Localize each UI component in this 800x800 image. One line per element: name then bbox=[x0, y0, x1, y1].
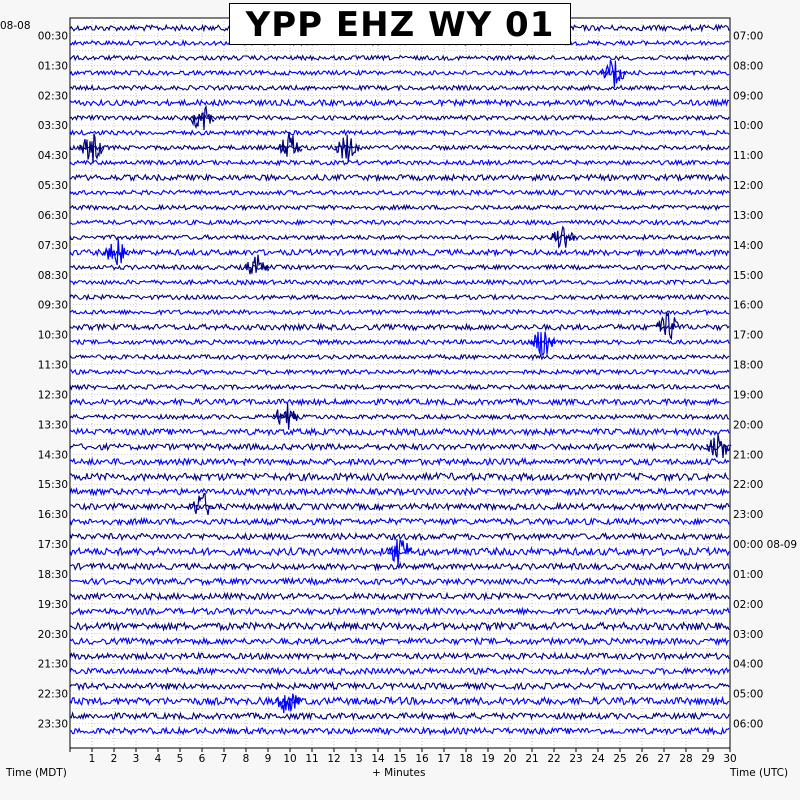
right-time-label: 10:00 bbox=[733, 120, 764, 133]
right-time-label: 20:00 bbox=[733, 419, 764, 432]
left-time-label: 01:30 bbox=[37, 60, 68, 73]
plot-area bbox=[70, 18, 730, 748]
right-time-label: 16:00 bbox=[733, 299, 764, 312]
left-time-label: 13:30 bbox=[37, 419, 68, 432]
x-tick-label: 14 bbox=[371, 753, 385, 765]
right-time-label: 14:00 bbox=[733, 239, 764, 252]
x-tick-label: 4 bbox=[154, 753, 162, 765]
x-tick-label: 5 bbox=[176, 753, 184, 765]
left-time-label: 14:30 bbox=[37, 449, 68, 462]
left-axis-label: Time (MDT) bbox=[6, 767, 67, 779]
right-time-label: 03:00 bbox=[733, 628, 764, 641]
left-time-label: 12:30 bbox=[37, 389, 68, 402]
x-tick-label: 28 bbox=[679, 753, 693, 765]
right-axis-label: Time (UTC) bbox=[730, 767, 789, 779]
right-time-label: 07:00 bbox=[733, 30, 764, 43]
left-time-label: 18:30 bbox=[37, 568, 68, 581]
right-time-label: 11:00 bbox=[733, 150, 764, 163]
x-tick-label: 6 bbox=[198, 753, 206, 765]
left-time-label: 03:30 bbox=[37, 120, 68, 133]
x-tick-label: 12 bbox=[327, 753, 341, 765]
x-tick-label: 15 bbox=[393, 753, 407, 765]
x-tick-label: 13 bbox=[349, 753, 363, 765]
right-time-label: 18:00 bbox=[733, 359, 764, 372]
right-time-label: 17:00 bbox=[733, 329, 764, 342]
x-tick-label: 22 bbox=[547, 753, 561, 765]
x-tick-label: 10 bbox=[283, 753, 297, 765]
left-time-label: 22:30 bbox=[37, 688, 68, 701]
x-tick-label: 16 bbox=[415, 753, 429, 765]
x-tick-label: 11 bbox=[305, 753, 319, 765]
x-tick-label: 19 bbox=[481, 753, 495, 765]
date-label-left: 08-08 bbox=[0, 20, 31, 32]
x-tick-label: 1 bbox=[88, 753, 96, 765]
left-time-axis bbox=[38, 30, 68, 730]
right-time-axis bbox=[733, 30, 797, 730]
x-tick-label: 24 bbox=[591, 753, 605, 765]
left-time-label: 02:30 bbox=[37, 90, 68, 103]
left-time-label: 21:30 bbox=[37, 658, 68, 671]
x-tick-label: 2 bbox=[110, 753, 118, 765]
left-time-label: 15:30 bbox=[37, 479, 68, 492]
x-tick-label: 18 bbox=[459, 753, 473, 765]
x-tick-label: 21 bbox=[525, 753, 539, 765]
right-time-label: 04:00 bbox=[733, 658, 764, 671]
x-axis-label: + Minutes bbox=[372, 767, 426, 779]
chart-title: YPP EHZ WY 01 bbox=[229, 3, 571, 45]
right-time-label: 00:00 08-09 bbox=[733, 539, 798, 552]
right-time-label: 12:00 bbox=[733, 180, 764, 193]
x-tick-label: 23 bbox=[569, 753, 583, 765]
x-tick-label: 17 bbox=[437, 753, 451, 765]
left-time-label: 04:30 bbox=[37, 150, 68, 163]
left-time-label: 09:30 bbox=[37, 299, 68, 312]
x-tick-label: 20 bbox=[503, 753, 517, 765]
left-time-label: 20:30 bbox=[37, 628, 68, 641]
right-time-label: 01:00 bbox=[733, 568, 764, 581]
x-tick-label: 30 bbox=[723, 753, 737, 765]
x-tick-label: 7 bbox=[220, 753, 228, 765]
right-time-label: 06:00 bbox=[733, 718, 764, 731]
right-time-label: 02:00 bbox=[733, 598, 764, 611]
x-axis bbox=[70, 748, 737, 765]
x-tick-label: 8 bbox=[242, 753, 250, 765]
right-time-label: 19:00 bbox=[733, 389, 764, 402]
x-tick-label: 25 bbox=[613, 753, 627, 765]
left-time-label: 07:30 bbox=[37, 239, 68, 252]
right-time-label: 05:00 bbox=[733, 688, 764, 701]
x-tick-label: 26 bbox=[635, 753, 649, 765]
right-time-label: 09:00 bbox=[733, 90, 764, 103]
right-time-label: 15:00 bbox=[733, 269, 764, 282]
left-time-label: 17:30 bbox=[37, 539, 68, 552]
left-time-label: 05:30 bbox=[37, 180, 68, 193]
x-tick-label: 9 bbox=[264, 753, 272, 765]
left-time-label: 10:30 bbox=[37, 329, 68, 342]
right-time-label: 23:00 bbox=[733, 509, 764, 522]
x-tick-label: 3 bbox=[132, 753, 140, 765]
x-tick-label: 27 bbox=[657, 753, 671, 765]
left-time-label: 23:30 bbox=[37, 718, 68, 731]
left-time-label: 00:30 bbox=[37, 30, 68, 43]
right-time-label: 22:00 bbox=[733, 479, 764, 492]
right-time-label: 08:00 bbox=[733, 60, 764, 73]
left-time-label: 06:30 bbox=[37, 209, 68, 222]
left-time-label: 16:30 bbox=[37, 509, 68, 522]
right-time-label: 21:00 bbox=[733, 449, 764, 462]
left-time-label: 11:30 bbox=[37, 359, 68, 372]
left-time-label: 08:30 bbox=[37, 269, 68, 282]
x-tick-label: 29 bbox=[701, 753, 715, 765]
right-time-label: 13:00 bbox=[733, 209, 764, 222]
left-time-label: 19:30 bbox=[37, 598, 68, 611]
